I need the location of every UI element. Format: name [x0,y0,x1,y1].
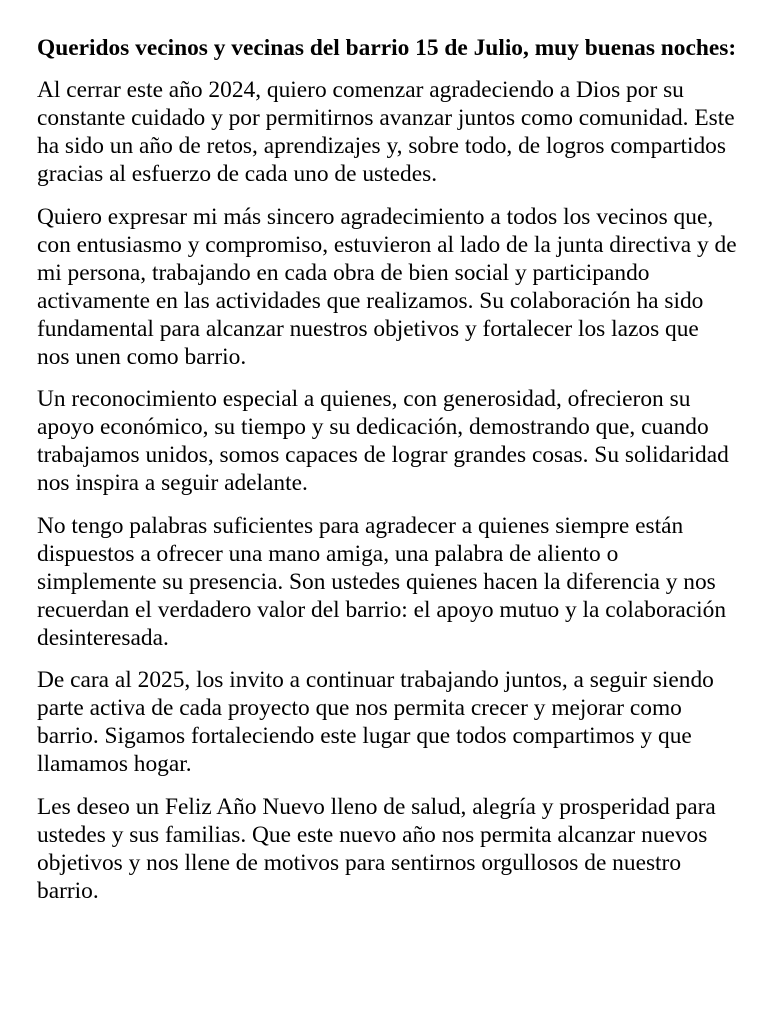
letter-document [37,34,737,919]
letter-paragraph: Un reconocimiento especial a quienes, con generosidad, ofrecieron su apoyo económico, su tiempo y su dedicación, demostrando que, cuando trabajamos unidos, somos capaces de lograr grandes cosas. Su solidaridad nos inspira a seguir adelante. [37,386,729,496]
letter-greeting: Queridos vecinos y vecinas del barrio 15 de Julio, muy buenas noches: [37,35,737,61]
letter-paragraph: No tengo palabras suficientes para agradecer a quienes siempre están dispuestos a ofrecer una mano amiga, una palabra de aliento o simplemente su presencia. Son ustedes quienes hacen la diferencia y nos recuerdan el verdadero valor del barrio: el apoyo mutuo y la colaboración desinteresada. [37,512,727,651]
letter-paragraph: Les deseo un Feliz Año Nuevo lleno de salud, alegría y prosperidad para ustedes y sus familias. Que este nuevo año nos permita alcanzar nuevos objetivos y nos llene de motivos para sentirnos orgullosos de nuestro barrio. [37,793,716,904]
letter-paragraph: De cara al 2025, los invito a continuar trabajando juntos, a seguir siendo parte activa de cada proyecto que nos permita crecer y mejorar como barrio. Sigamos fortaleciendo este lugar que todos compartimos y que llamamos hogar. [37,667,714,777]
letter-paragraph: Al cerrar este año 2024, quiero comenzar agradeciendo a Dios por su constante cuidado y por permitirnos avanzar juntos como comunidad. Este ha sido un año de retos, aprendizajes y, sobre todo, de logros compartidos gracias al esfuerzo de cada uno de ustedes. [37,77,735,187]
letter-paragraph: Quiero expresar mi más sincero agradecimiento a todos los vecinos que, con entusiasmo y compromiso, estuvieron al lado de la junta directiva y de mi persona, trabajando en cada obra de bien social y participando activamente en las actividades que realizamos. Su colaboración ha sido fundamental para alcanzar nuestros objetivos y fortalecer los lazos que nos unen como barrio. [37,203,737,370]
